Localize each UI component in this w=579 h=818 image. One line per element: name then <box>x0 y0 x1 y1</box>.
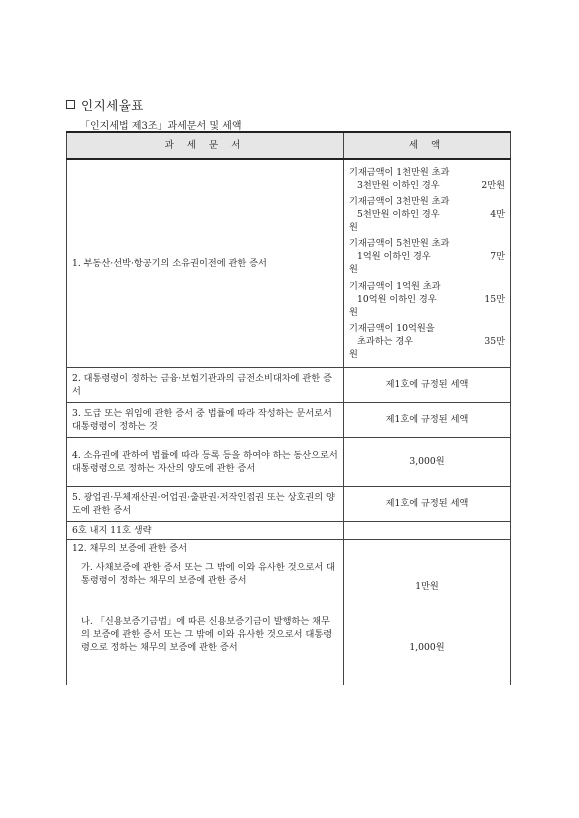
row2-document: 2. 대통령령이 정하는 금융·보험기관과의 금전소비대차에 관한 증서 <box>67 367 344 402</box>
row3-document: 3. 도급 또는 위임에 관한 증서 중 법률에 따라 작성하는 문서로서 대통령령이 정하는 것 <box>67 402 344 437</box>
table-row <box>67 521 511 539</box>
tier-4: 기재금액이 1억원 초과 10억원 이하인 경우 15만 원 <box>349 280 505 318</box>
row12-sub-a: 가. 사채보증에 관한 증서 또는 그 밖에 이와 유사한 것으로서 대통령령이 정하는 채무의 보증에 관한 증서 <box>81 562 336 587</box>
row12-title: 12. 채무의 보증에 관한 증서 <box>72 542 188 554</box>
tier-5: 기재금액이 10억원을 초과하는 경우 35만 원 <box>349 322 505 360</box>
row12-tax <box>344 539 511 685</box>
row4-document: 4. 소유권에 관하여 법률에 따라 등록 등을 하여야 하는 동산으로서 대통령령으로 정하는 자산의 양도에 관한 증서 <box>67 437 344 486</box>
table-header-row <box>67 132 511 159</box>
row1-tax-tiers <box>344 159 511 367</box>
table-row <box>67 539 511 685</box>
row4-tax: 3,000원 <box>344 437 511 486</box>
tax-rate-table <box>66 131 511 685</box>
table-row <box>67 367 511 402</box>
header-taxable-document: 과 세 문 서 <box>67 132 344 159</box>
row5-tax: 제1호에 규정된 세액 <box>344 486 511 521</box>
row2-tax: 제1호에 규정된 세액 <box>344 367 511 402</box>
row12-document <box>67 539 344 685</box>
table-row <box>67 486 511 521</box>
table-row <box>67 159 511 367</box>
table-row <box>67 402 511 437</box>
row3-tax: 제1호에 규정된 세액 <box>344 402 511 437</box>
checkbox-square-icon <box>66 100 75 109</box>
section-subtitle: 「인지세법 제3조」과세문서 및 세액 <box>80 121 242 132</box>
header-tax-amount: 세 액 <box>344 132 511 159</box>
tier-1: 기재금액이 1천만원 초과 3천만원 이하인 경우 2만원 <box>349 167 505 192</box>
row12-sub-b: 나. 「신용보증기금법」에 따른 신용보증기금이 발행하는 채무의 보증에 관한 증서 또는 그 밖에 이와 유사한 것으로서 대통령령으로 정하는 채무의 보증에 관한 증서 <box>81 616 333 654</box>
row12-sub-b-tax: 1,000원 <box>409 641 445 653</box>
row1-document: 1. 부동산·선박·항공기의 소유권이전에 관한 증서 <box>67 159 344 367</box>
tier-2: 기재금액이 3천만원 초과 5천만원 이하인 경우 4만 원 <box>349 196 505 234</box>
row12-sub-a-tax: 1만원 <box>415 580 439 592</box>
row5-document: 5. 광업권·무체재산권·어업권·출판권·저작인접권 또는 상호권의 양도에 관한 증서 <box>67 486 344 521</box>
section-title-text: 인지세율표 <box>81 98 144 113</box>
row6-tax <box>344 521 511 539</box>
table-row <box>67 437 511 486</box>
section-title <box>66 96 144 114</box>
tier-3: 기재금액이 5천만원 초과 1억원 이하인 경우 7만 원 <box>349 238 505 276</box>
row6-document: 6호 내지 11호 생략 <box>67 521 344 539</box>
